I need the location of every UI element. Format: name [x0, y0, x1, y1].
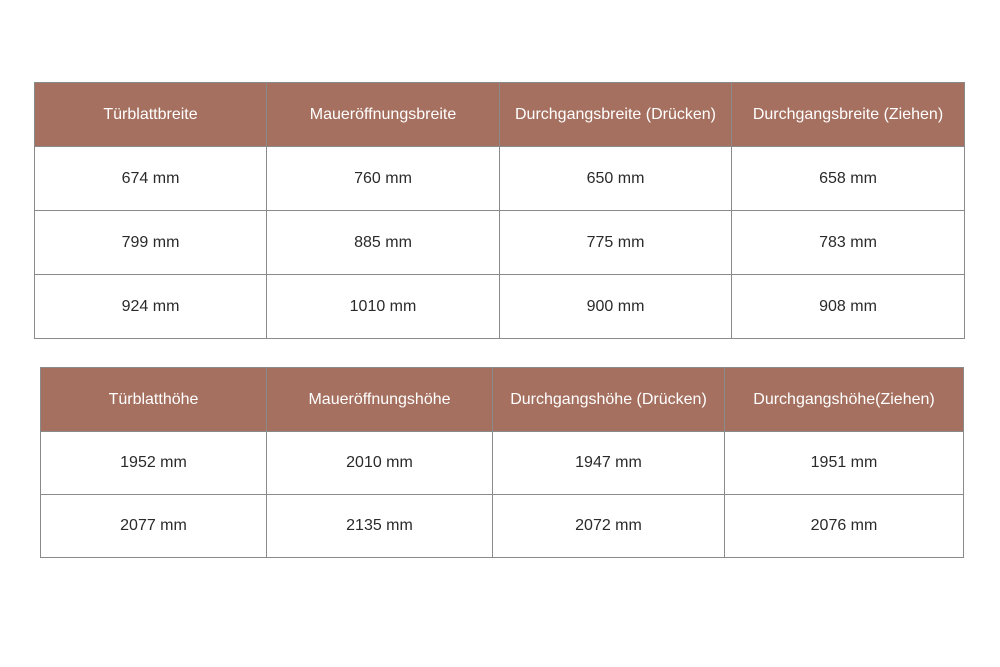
- table-cell: 1947 mm: [493, 432, 725, 495]
- table-cell: 924 mm: [35, 275, 267, 339]
- header-cell: Durchgangsbreite (Ziehen): [732, 83, 965, 147]
- header-cell: Türblatthöhe: [41, 368, 267, 432]
- table-row: [35, 147, 965, 211]
- table-row: [35, 275, 965, 339]
- table-cell: 775 mm: [500, 211, 732, 275]
- table-cell: 2135 mm: [267, 495, 493, 558]
- table-cell: 2072 mm: [493, 495, 725, 558]
- header-cell: Durchgangshöhe (Drücken): [493, 368, 725, 432]
- table-row: [35, 211, 965, 275]
- header-cell: Türblattbreite: [35, 83, 267, 147]
- table-cell: 2010 mm: [267, 432, 493, 495]
- table-cell: 900 mm: [500, 275, 732, 339]
- header-cell: Durchgangsbreite (Drücken): [500, 83, 732, 147]
- table-row: [41, 432, 964, 495]
- table-cell: 1010 mm: [267, 275, 500, 339]
- table-cell: 2077 mm: [41, 495, 267, 558]
- table-cell: 760 mm: [267, 147, 500, 211]
- door-height-table: [40, 367, 964, 558]
- table-header-row: [35, 83, 965, 147]
- table-cell: 799 mm: [35, 211, 267, 275]
- table-cell: 674 mm: [35, 147, 267, 211]
- table-cell: 650 mm: [500, 147, 732, 211]
- table-cell: 1951 mm: [725, 432, 964, 495]
- header-cell: Durchgangshöhe(Ziehen): [725, 368, 964, 432]
- table-header-row: [41, 368, 964, 432]
- door-width-table: [34, 82, 965, 339]
- table-cell: 885 mm: [267, 211, 500, 275]
- header-cell: Maueröffnungshöhe: [267, 368, 493, 432]
- header-cell: Maueröffnungsbreite: [267, 83, 500, 147]
- table-cell: 783 mm: [732, 211, 965, 275]
- table-row: [41, 495, 964, 558]
- table-cell: 658 mm: [732, 147, 965, 211]
- table-cell: 908 mm: [732, 275, 965, 339]
- table-cell: 1952 mm: [41, 432, 267, 495]
- table-cell: 2076 mm: [725, 495, 964, 558]
